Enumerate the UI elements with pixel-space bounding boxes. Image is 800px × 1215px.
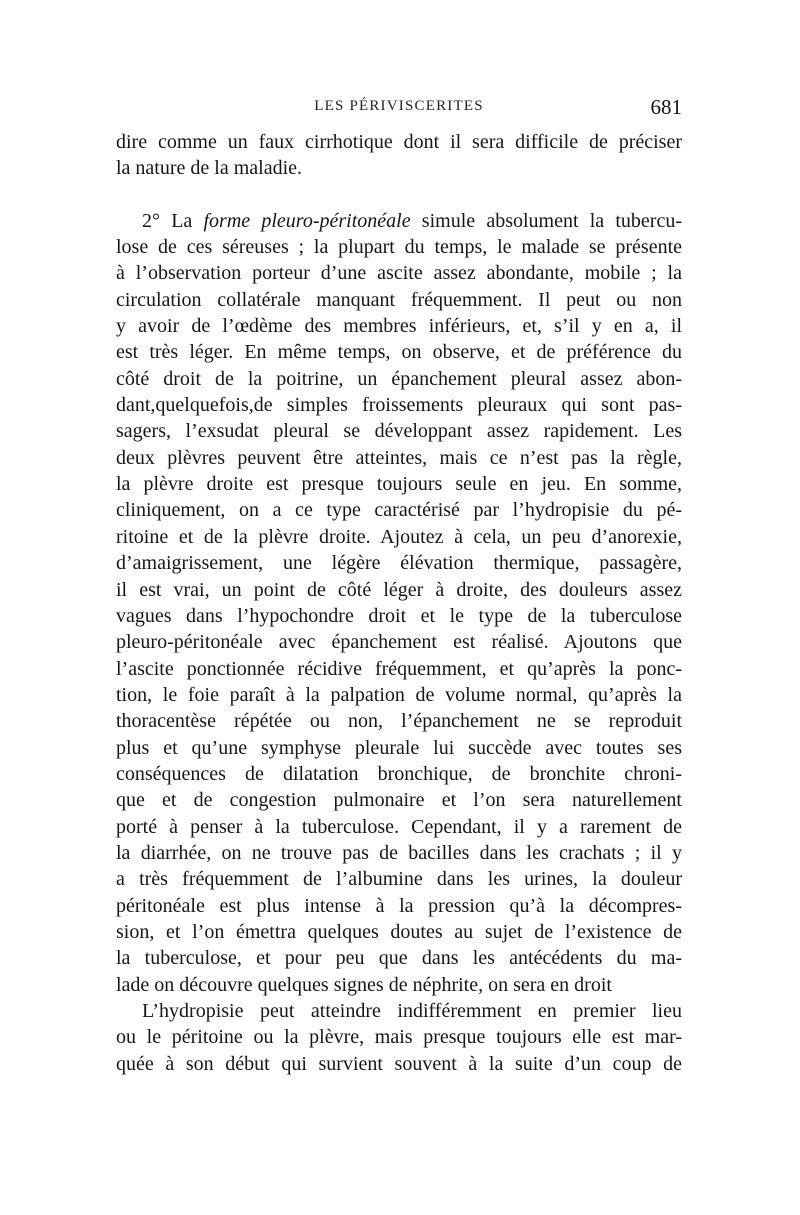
text-line: quée à son début qui survient souvent à la suite d’un coup de bbox=[116, 1052, 682, 1075]
text-line: lose de ces séreuses ; la plupart du temps, le malade se présente bbox=[116, 236, 682, 259]
paragraph-gap bbox=[116, 182, 682, 208]
text-line: vagues dans l’hypochondre droit et le type de la tuberculose bbox=[116, 604, 682, 627]
text-line: dant,quelquefois,de simples froissements pleuraux qui sont pas- bbox=[116, 394, 682, 417]
body-text bbox=[116, 129, 682, 1077]
text-line: l’ascite ponctionnée récidive fréquemment, et qu’après la ponc- bbox=[116, 657, 682, 680]
text-line: conséquences de dilatation bronchique, de bronchite chroni- bbox=[116, 762, 682, 785]
text-line: cliniquement, on a ce type caractérisé par l’hydropisie du pé- bbox=[116, 499, 682, 522]
running-header bbox=[116, 95, 682, 122]
text-line: a très fréquemment de l’albumine dans les urines, la douleur bbox=[116, 868, 682, 891]
text-line: tion, le foie paraît à la palpation de volume normal, qu’après la bbox=[116, 683, 682, 706]
text-line: circulation collatérale manquant fréquemment. Il peut ou non bbox=[116, 288, 682, 311]
text-line: y avoir de l’œdème des membres inférieurs, et, s’il y en a, il bbox=[116, 315, 682, 338]
text-line: deux plèvres peuvent être atteintes, mais ce n’est pas la règle, bbox=[116, 446, 682, 469]
text-line: porté à penser à la tuberculose. Cependant, il y a rarement de bbox=[116, 815, 682, 838]
text-line: ou le péritoine ou la plèvre, mais presque toujours elle est mar- bbox=[116, 1026, 682, 1049]
text-line: la tuberculose, et pour peu que dans les antécédents du ma- bbox=[116, 947, 682, 970]
section-number: 2° La bbox=[142, 209, 193, 232]
text-line: la diarrhée, on ne trouve pas de bacilles dans les crachats ; il y bbox=[116, 841, 682, 864]
page-number: 681 bbox=[650, 95, 682, 119]
text-line-with-italic bbox=[116, 208, 682, 234]
text-line: L’hydropisie peut atteindre indifféremment en premier lieu bbox=[142, 1000, 682, 1022]
text-line: péritonéale est plus intense à la pression qu’à la décompres- bbox=[116, 894, 682, 917]
text-line: dire comme un faux cirrhotique dont il sera difficile de préciser bbox=[116, 131, 682, 153]
text-line: plus et qu’une symphyse pleurale lui succède avec toutes ses bbox=[116, 736, 682, 759]
text-line: sagers, l’exsudat pleural se développant assez rapidement. Les bbox=[116, 420, 682, 443]
text-line: que et de congestion pulmonaire et l’on sera naturellement bbox=[116, 789, 682, 812]
running-title: LES PÉRIVISCERITES bbox=[314, 98, 484, 114]
text-line: il est vrai, un point de côté léger à droite, des douleurs assez bbox=[116, 578, 682, 601]
text-line: ritoine et de la plèvre droite. Ajoutez à cela, un peu d’anorexie, bbox=[116, 525, 682, 548]
text-line: sion, et l’on émettra quelques doutes au sujet de l’existence de bbox=[116, 920, 682, 943]
text-line: est très léger. En même temps, on observe, et de préférence du bbox=[116, 341, 682, 364]
text-line: lade on découvre quelques signes de néphrite, on sera en droit bbox=[116, 973, 612, 996]
text-line: thoracentèse répétée ou non, l’épanchement ne se reproduit bbox=[116, 710, 682, 733]
text-line: la nature de la maladie. bbox=[116, 157, 303, 180]
text-line: côté droit de la poitrine, un épanchement pleural assez abon- bbox=[116, 367, 682, 390]
italic-term: forme pleuro-péritonéale bbox=[203, 209, 411, 232]
text-line: à l’observation porteur d’une ascite assez abondante, mobile ; la bbox=[116, 262, 682, 285]
text-line: d’amaigrissement, une légère élévation thermique, passagère, bbox=[116, 552, 682, 575]
text-line: la plèvre droite est presque toujours seule en jeu. En somme, bbox=[116, 473, 682, 496]
text-line: pleuro-péritonéale avec épanchement est réalisé. Ajoutons que bbox=[116, 631, 682, 654]
text-fragment: simule absolument la tubercu- bbox=[421, 209, 683, 232]
